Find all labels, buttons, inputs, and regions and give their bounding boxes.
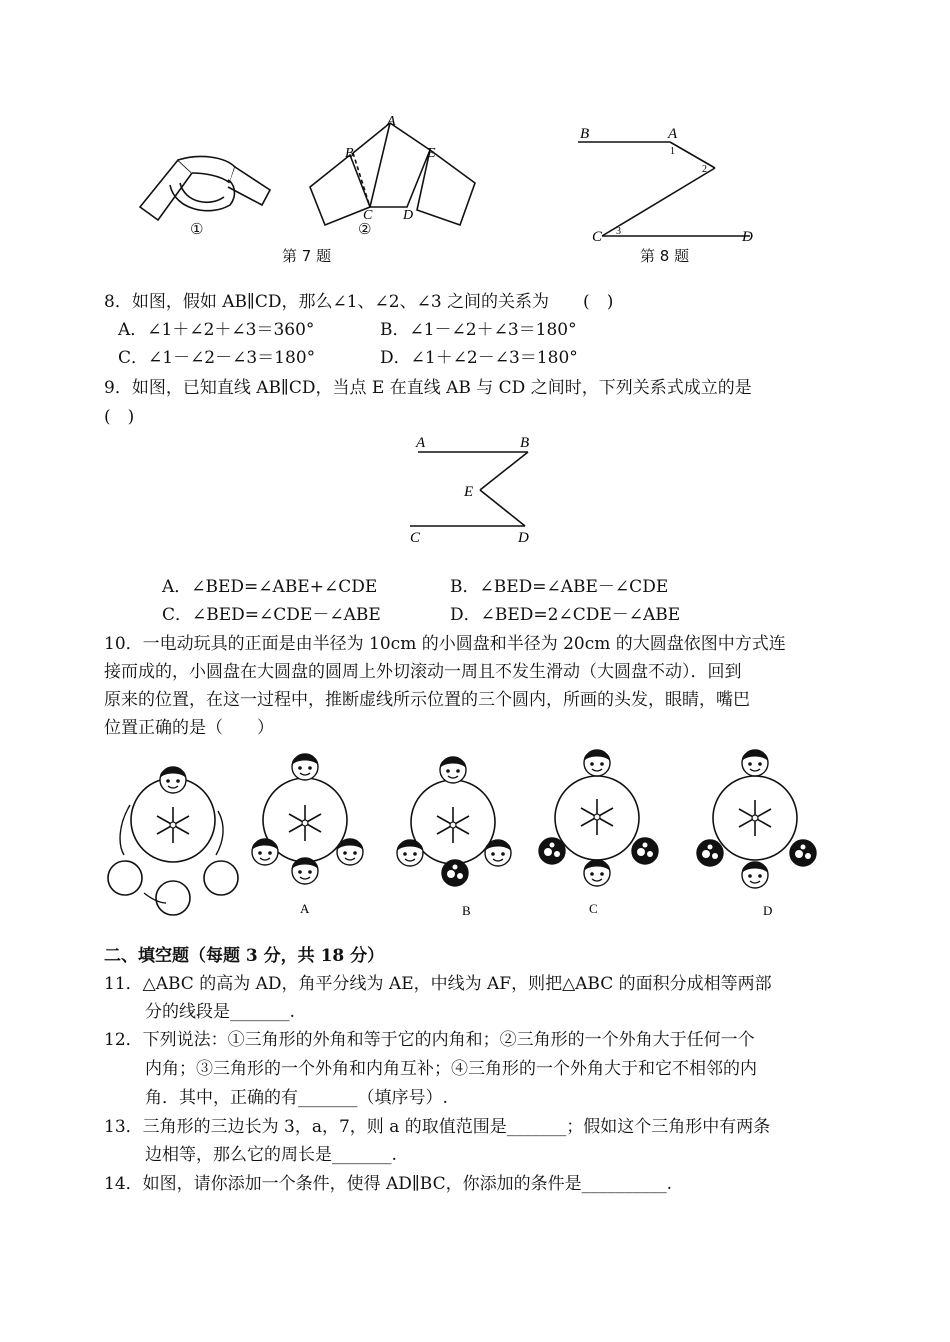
fig10-label-a: A xyxy=(300,901,310,916)
figure-7-label-2: ② xyxy=(358,220,372,238)
figure-10-option-b xyxy=(397,757,511,886)
fig10-label-b: B xyxy=(462,903,471,918)
figure-8-caption: 第 8 题 xyxy=(640,247,690,265)
figure-10-option-d xyxy=(697,750,816,888)
q9-stem-line2: ( ) xyxy=(104,407,135,427)
q10-line2: 接而成的，小圆盘在大圆盘的圆周上外切滚动一周且不发生滑动（大圆盘不动）．回到 xyxy=(104,662,742,682)
q10-line3: 原来的位置，在这一过程中，推断虚线所示位置的三个圆内，所画的头发，眼睛，嘴巴 xyxy=(104,690,750,710)
fig9-point-C: C xyxy=(410,530,421,546)
q8-option-d: D．∠1＋∠2－∠3＝180° xyxy=(380,348,578,368)
figure-8 xyxy=(570,120,770,245)
figure-10-option-a xyxy=(252,754,363,884)
fig7-point-D: D xyxy=(403,208,414,223)
fig8-angle-2: 2 xyxy=(702,164,707,175)
q12-line2: 内角；③三角形的一个外角和内角互补；④三角形的一个外角大于和它不相邻的内 xyxy=(145,1059,757,1079)
q8-option-c: C．∠1－∠2－∠3＝180° xyxy=(118,348,316,368)
q14-line1: 14．如图，请你添加一个条件，使得 AD∥BC，你添加的条件是__________. xyxy=(104,1174,673,1194)
figure-9 xyxy=(400,430,550,548)
q9-stem-line1: 9．如图，已知直线 AB∥CD，当点 E 在直线 AB 与 CD 之间时，下列关系式成立的是 xyxy=(104,378,752,398)
fig7-point-E: E xyxy=(427,146,436,161)
fig9-point-E: E xyxy=(464,484,474,500)
fig8-angle-3: 3 xyxy=(616,226,621,237)
q12-line1: 12．下列说法：①三角形的外角和等于它的内角和；②三角形的一个外角大于任何一个 xyxy=(104,1030,755,1050)
figure-10 xyxy=(100,745,840,925)
q8-option-a: A．∠1＋∠2＋∠3＝360° xyxy=(118,320,315,340)
figure-7-label-1: ① xyxy=(190,220,204,238)
q9-option-c: C．∠BED=∠CDE－∠ABE xyxy=(162,605,381,625)
fig8-angle-1: 1 xyxy=(670,146,675,157)
q8-stem: 8．如图，假如 AB∥CD，那么∠1、∠2、∠3 之间的关系为 ( ) xyxy=(104,292,614,312)
q11-line2: 分的线段是_______. xyxy=(145,1002,295,1022)
fig7-point-A: A xyxy=(387,115,396,129)
q13-line2: 边相等，那么它的周长是_______. xyxy=(145,1145,397,1165)
figure-7-strip-knot xyxy=(130,145,280,240)
q9-option-d: D．∠BED=2∠CDE－∠ABE xyxy=(450,605,681,625)
fig8-point-A: A xyxy=(668,126,678,142)
q11-line1: 11．△ABC 的高为 AD，角平分线为 AE，中线为 AF，则把△ABC 的面积分成相等两部 xyxy=(104,974,772,994)
figure-10-option-c xyxy=(539,750,658,886)
q10-line4: 位置正确的是（ ） xyxy=(104,718,274,738)
fig10-label-d: D xyxy=(763,903,773,918)
figure-7-folding xyxy=(305,115,485,230)
fig7-point-B: B xyxy=(345,146,354,161)
figure-10-reference xyxy=(108,767,238,915)
fig8-point-D: D xyxy=(742,229,753,245)
fig9-point-A: A xyxy=(416,435,426,451)
q12-line3: 角．其中，正确的有_______（填序号）. xyxy=(145,1088,448,1108)
q8-option-b: B．∠1－∠2＋∠3＝180° xyxy=(380,320,577,340)
q13-line1: 13．三角形的三边长为 3，a，7，则 a 的取值范围是_______；假如这个三角形中有两条 xyxy=(104,1117,771,1137)
figure-7-caption: 第 7 题 xyxy=(282,247,332,265)
fig10-label-c: C xyxy=(589,901,598,916)
fig9-point-D: D xyxy=(518,530,529,546)
q10-line1: 10．一电动玩具的正面是由半径为 10cm 的小圆盘和半径为 20cm 的大圆盘依图中方式连 xyxy=(104,634,786,654)
fig9-point-B: B xyxy=(520,435,530,451)
fig8-point-B: B xyxy=(580,126,590,142)
fig7-point-C: C xyxy=(363,208,373,223)
fig8-point-C: C xyxy=(592,229,603,245)
q9-option-a: A．∠BED=∠ABE+∠CDE xyxy=(162,577,378,597)
q9-option-b: B．∠BED=∠ABE－∠CDE xyxy=(450,577,669,597)
section-2-title: 二、填空题（每题 3 分，共 18 分） xyxy=(104,946,385,966)
